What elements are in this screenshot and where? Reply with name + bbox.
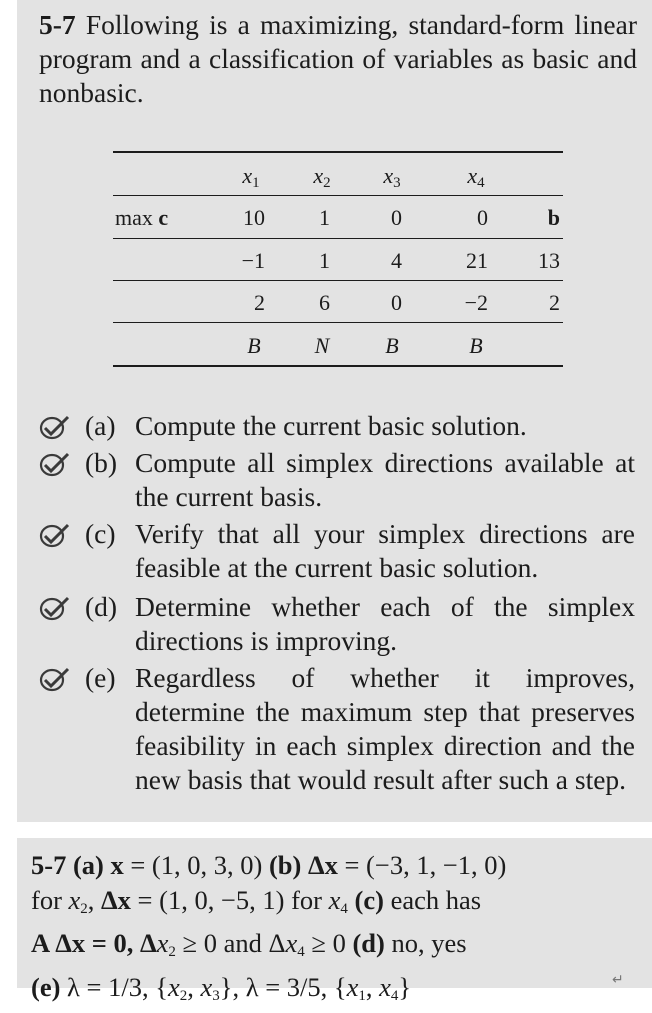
table-top-rule (113, 151, 563, 153)
checkmark-circle-icon (39, 666, 71, 692)
problem-number: 5-7 (39, 9, 76, 40)
part-label: (c) (85, 517, 116, 551)
table-cell: 2 (185, 290, 265, 316)
part-text: Compute all simplex directions available at the current basis. (135, 446, 635, 514)
answer-line-4: (e) λ = 1/3, {$x_2$, $x_3$}, λ = 3/5, {$x_1$, $x_4$} (31, 970, 621, 1013)
table-cell: 13 (480, 248, 560, 274)
part-d (39, 590, 639, 658)
part-label: (e) (85, 661, 116, 695)
row-label-max-c: max c (115, 205, 168, 231)
table-bottom-rule (113, 365, 563, 367)
table-cell: 1 (250, 205, 330, 231)
table-cell: 2 (480, 290, 560, 316)
part-a (39, 409, 639, 443)
part-text: Compute the current basic solution. (135, 409, 635, 443)
checkmark-circle-icon (39, 595, 71, 621)
part-e (39, 661, 639, 831)
header-x3: $x_3$ (362, 163, 422, 196)
table-cell: 10 (185, 205, 265, 231)
header-x2: $x_2$ (292, 163, 352, 196)
return-arrow-icon: ↵ (612, 972, 624, 988)
answer-line-1: 5-7 (a) x = (1, 0, 3, 0) (b) Δx = (−3, 1, −1, 0) (31, 848, 621, 883)
table-rule (113, 238, 563, 239)
answer-text (31, 848, 621, 1013)
class-x3: B (362, 333, 422, 359)
table-rule (113, 322, 563, 323)
table-cell: −1 (185, 248, 265, 274)
answer-line-2: for $x_2$, Δx = (1, 0, −5, 1) for $x_4$ (c) each has (31, 883, 621, 927)
checkmark-circle-icon (39, 451, 71, 477)
table-rule (113, 280, 563, 281)
class-x4: B (446, 333, 506, 359)
table-cell: 6 (250, 290, 330, 316)
table-cell: −2 (408, 290, 488, 316)
class-x2: N (292, 333, 352, 359)
part-label: (d) (85, 590, 117, 624)
problem-text: Following is a maximizing, standard-form linear program and a classification of variables as basic and nonbasic. (39, 9, 637, 108)
answer-line-3: A Δx = 0, $\Delta x_2 \ge 0$ and $\Delta x_4 \ge 0$ (d) no, yes (31, 926, 621, 970)
checkmark-circle-icon (39, 522, 71, 548)
table-cell: 0 (322, 205, 402, 231)
checkmark-circle-icon (39, 414, 71, 440)
part-text: Verify that all your simplex directions are feasible at the current basic solution. (135, 517, 635, 585)
table-cell: 1 (250, 248, 330, 274)
table-cell: 0 (408, 205, 488, 231)
part-b (39, 446, 639, 514)
header-x1: $x_1$ (221, 163, 281, 196)
part-label: (b) (85, 446, 117, 480)
header-x4: $x_4$ (446, 163, 506, 196)
table-cell: 21 (408, 248, 488, 274)
part-text: Regardless of whether it improves, determine the maximum step that preserves feasibility in each simplex direction and the new basis that would result after such a step. (135, 661, 635, 797)
table-cell: 0 (322, 290, 402, 316)
table-rhs-b: b (480, 205, 560, 231)
problem-statement (39, 8, 637, 110)
class-x1: B (224, 333, 284, 359)
part-c (39, 517, 639, 585)
table-cell: 4 (322, 248, 402, 274)
part-text: Determine whether each of the simplex directions is improving. (135, 590, 635, 658)
part-label: (a) (85, 409, 116, 443)
